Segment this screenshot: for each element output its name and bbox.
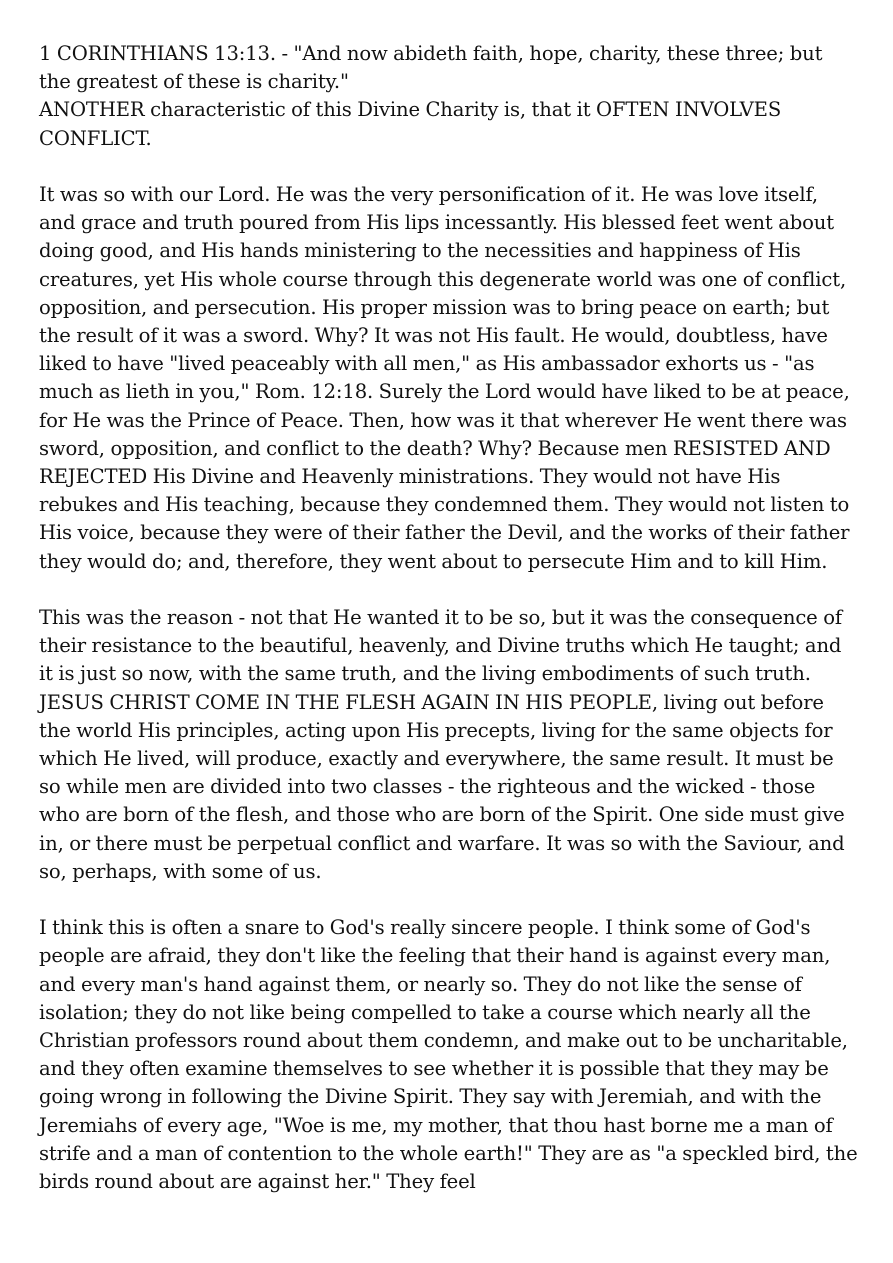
intro-paragraph: ANOTHER characteristic of this Divine Charity is, that it OFTEN INVOLVES CONFLICT. [39,98,782,150]
body-paragraph-3: I think this is often a snare to God's really sincere people. I think some of God's people are afraid, they don't like the feeling that their hand is against every man, and every man's hand against them, or nearly so. They do not like the sense of isolation; they do not like being compelled to take a course which nearly all the Christian professors round about them condemn, and make out to be uncharitable, and they often examine themselves to see whether it is possible that they may be going wrong in following the Divine Spirit. They say with Jeremiah, and with the Jeremiahs of every age, "Woe is me, my mother, that thou hast borne me a man of strife and a man of contention to the whole earth!" They are as "a speckled bird, the birds round about are against her." They feel [39,916,858,1194]
paragraph-gap [39,886,859,914]
paragraph-gap [39,576,859,604]
body-paragraph-1: It was so with our Lord. He was the very personification of it. He was love itself, and grace and truth poured from His lips incessantly. His blessed feet went about doing good, and His hands ministering to the necessities and happiness of His creatures, yet His whole course through this degenerate world was one of conflict, opposition, and persecution. His proper mission was to bring peace on earth; but the result of it was a sword. Why? It was not His fault. He would, doubtless, have liked to have "lived peaceably with all men," as His ambassador exhorts us - "as much as lieth in you," Rom. 12:18. Surely the Lord would have liked to be at peace, for He was the Prince of Peace. Then, how was it that wherever He went there was sword, opposition, and conflict to the death? Why? Because men RESISTED AND REJECTED His Divine and Heavenly ministrations. They would not have His rebukes and His teaching, because they condemned them. They would not listen to His voice, because they were of their father the Devil, and the works of their father they would do; and, therefore, they went about to persecute Him and to kill Him. [39,183,850,573]
body-paragraph-2: This was the reason - not that He wanted it to be so, but it was the consequence of their resistance to the beautiful, heavenly, and Divine truths which He taught; and it is just so now, with the same truth, and the living embodiments of such truth. JESUS CHRIST COME IN THE FLESH AGAIN IN HIS PEOPLE, living out before the world His principles, acting upon His precepts, living for the same objects for which He lived, will produce, exactly and everywhere, the same result. It must be so while men are divided into two classes - the righteous and the wicked - those who are born of the flesh, and those who are born of the Spirit. One side must give in, or there must be perpetual conflict and warfare. It was so with the Saviour, and so, perhaps, with some of us. [39,606,845,883]
document-page [39,40,859,1196]
paragraph-gap [39,153,859,181]
scripture-heading: 1 CORINTHIANS 13:13. - "And now abideth faith, hope, charity, these three; but the greatest of these is charity." [39,42,823,94]
